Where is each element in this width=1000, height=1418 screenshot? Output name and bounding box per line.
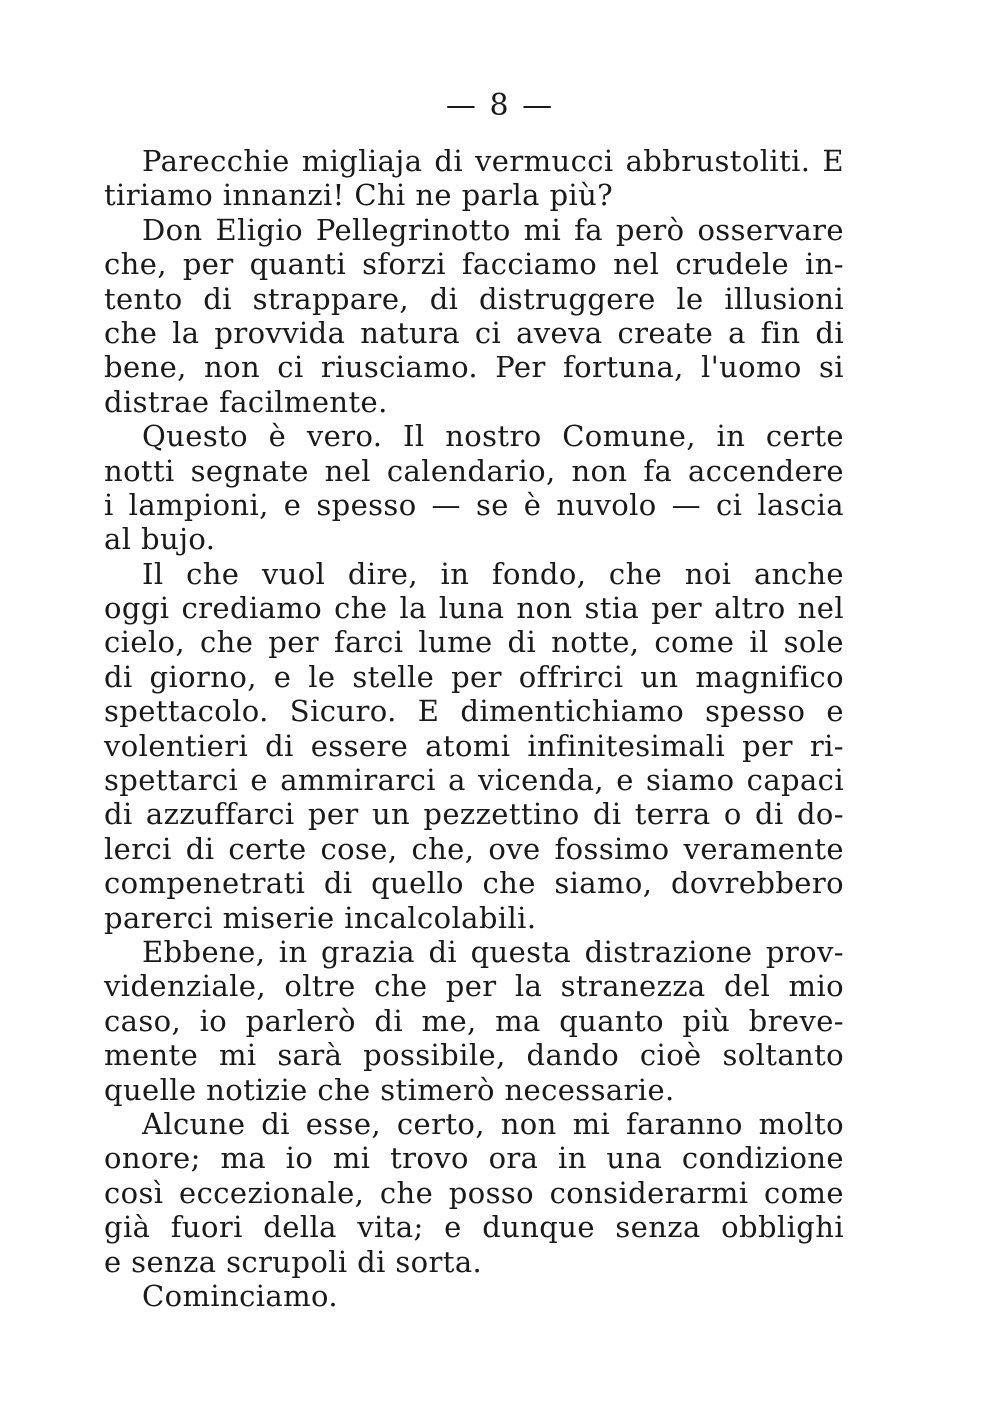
text-line: Cominciamo.	[142, 1278, 338, 1313]
text-line: oggi crediamo che la luna non stia per altro nel	[104, 591, 844, 626]
text-line: di giorno, e le stelle per offrirci un magnifico	[104, 659, 844, 694]
paragraph	[104, 213, 844, 419]
text-line: notti segnate nel calendario, non fa accendere	[104, 453, 844, 488]
text-line: di azzuffarci per un pezzettino di terra o di do-	[104, 797, 844, 832]
text-line: videnziale, oltre che per la stranezza del mio	[104, 969, 844, 1004]
text-line: lerci di certe cose, che, ove fossimo veramente	[104, 831, 844, 866]
text-line: bene, non ci riusciamo. Per fortuna, l'uomo si	[104, 350, 844, 385]
text-line: tento di strappare, di distruggere le illusioni	[104, 281, 844, 316]
paragraph	[104, 419, 844, 557]
text-line: Don Eligio Pellegrinotto mi fa però osservare	[142, 212, 844, 247]
text-line: caso, io parlerò di me, ma quanto più breve-	[104, 1003, 844, 1038]
paragraph	[104, 557, 844, 935]
text-line: al bujo.	[104, 522, 216, 557]
text-line: Questo è vero. Il nostro Comune, in certe	[142, 419, 844, 454]
text-line: già fuori della vita; e dunque senza obblighi	[104, 1210, 844, 1245]
text-line: spettarci e ammirarci a vicenda, e siamo capaci	[104, 763, 844, 798]
page-number: — 8 —	[445, 88, 555, 123]
text-line: parerci miserie incalcolabili.	[104, 900, 537, 935]
text-line: distrae facilmente.	[104, 384, 388, 419]
text-line: spettacolo. Sicuro. E dimentichiamo spesso e	[104, 694, 844, 729]
text-line: e senza scrupoli di sorta.	[104, 1244, 483, 1279]
text-line: quelle notizie che stimerò necessarie.	[104, 1072, 675, 1107]
text-line: i lampioni, e spesso — se è nuvolo — ci lascia	[104, 487, 844, 522]
text-line: Ebbene, in grazia di questa distrazione prov-	[142, 934, 844, 969]
paragraph	[104, 1107, 844, 1279]
text-line: che, per quanti sforzi facciamo nel crudele in-	[104, 247, 844, 282]
text-line: onore; ma io mi trovo ora in una condizione	[104, 1141, 844, 1176]
text-line: Alcune di esse, certo, non mi faranno molto	[142, 1106, 844, 1141]
paragraph	[104, 935, 844, 1107]
text-line: tiriamo innanzi! Chi ne parla più?	[104, 178, 614, 213]
text-line: Il che vuol dire, in fondo, che noi anche	[142, 556, 844, 591]
body-text	[104, 144, 844, 1313]
text-line: così eccezionale, che posso considerarmi come	[104, 1175, 844, 1210]
paragraph	[104, 144, 844, 213]
paragraph	[104, 1279, 844, 1313]
text-line: volentieri di essere atomi infinitesimali per ri-	[104, 728, 844, 763]
text-line: mente mi sarà possibile, dando cioè soltanto	[104, 1038, 844, 1073]
text-line: cielo, che per farci lume di notte, come il sole	[104, 625, 844, 660]
text-line: Parecchie migliaja di vermucci abbrustoliti. E	[142, 144, 844, 178]
text-line: che la provvida natura ci aveva create a fin di	[104, 315, 844, 350]
text-line: compenetrati di quello che siamo, dovrebbero	[104, 866, 844, 901]
